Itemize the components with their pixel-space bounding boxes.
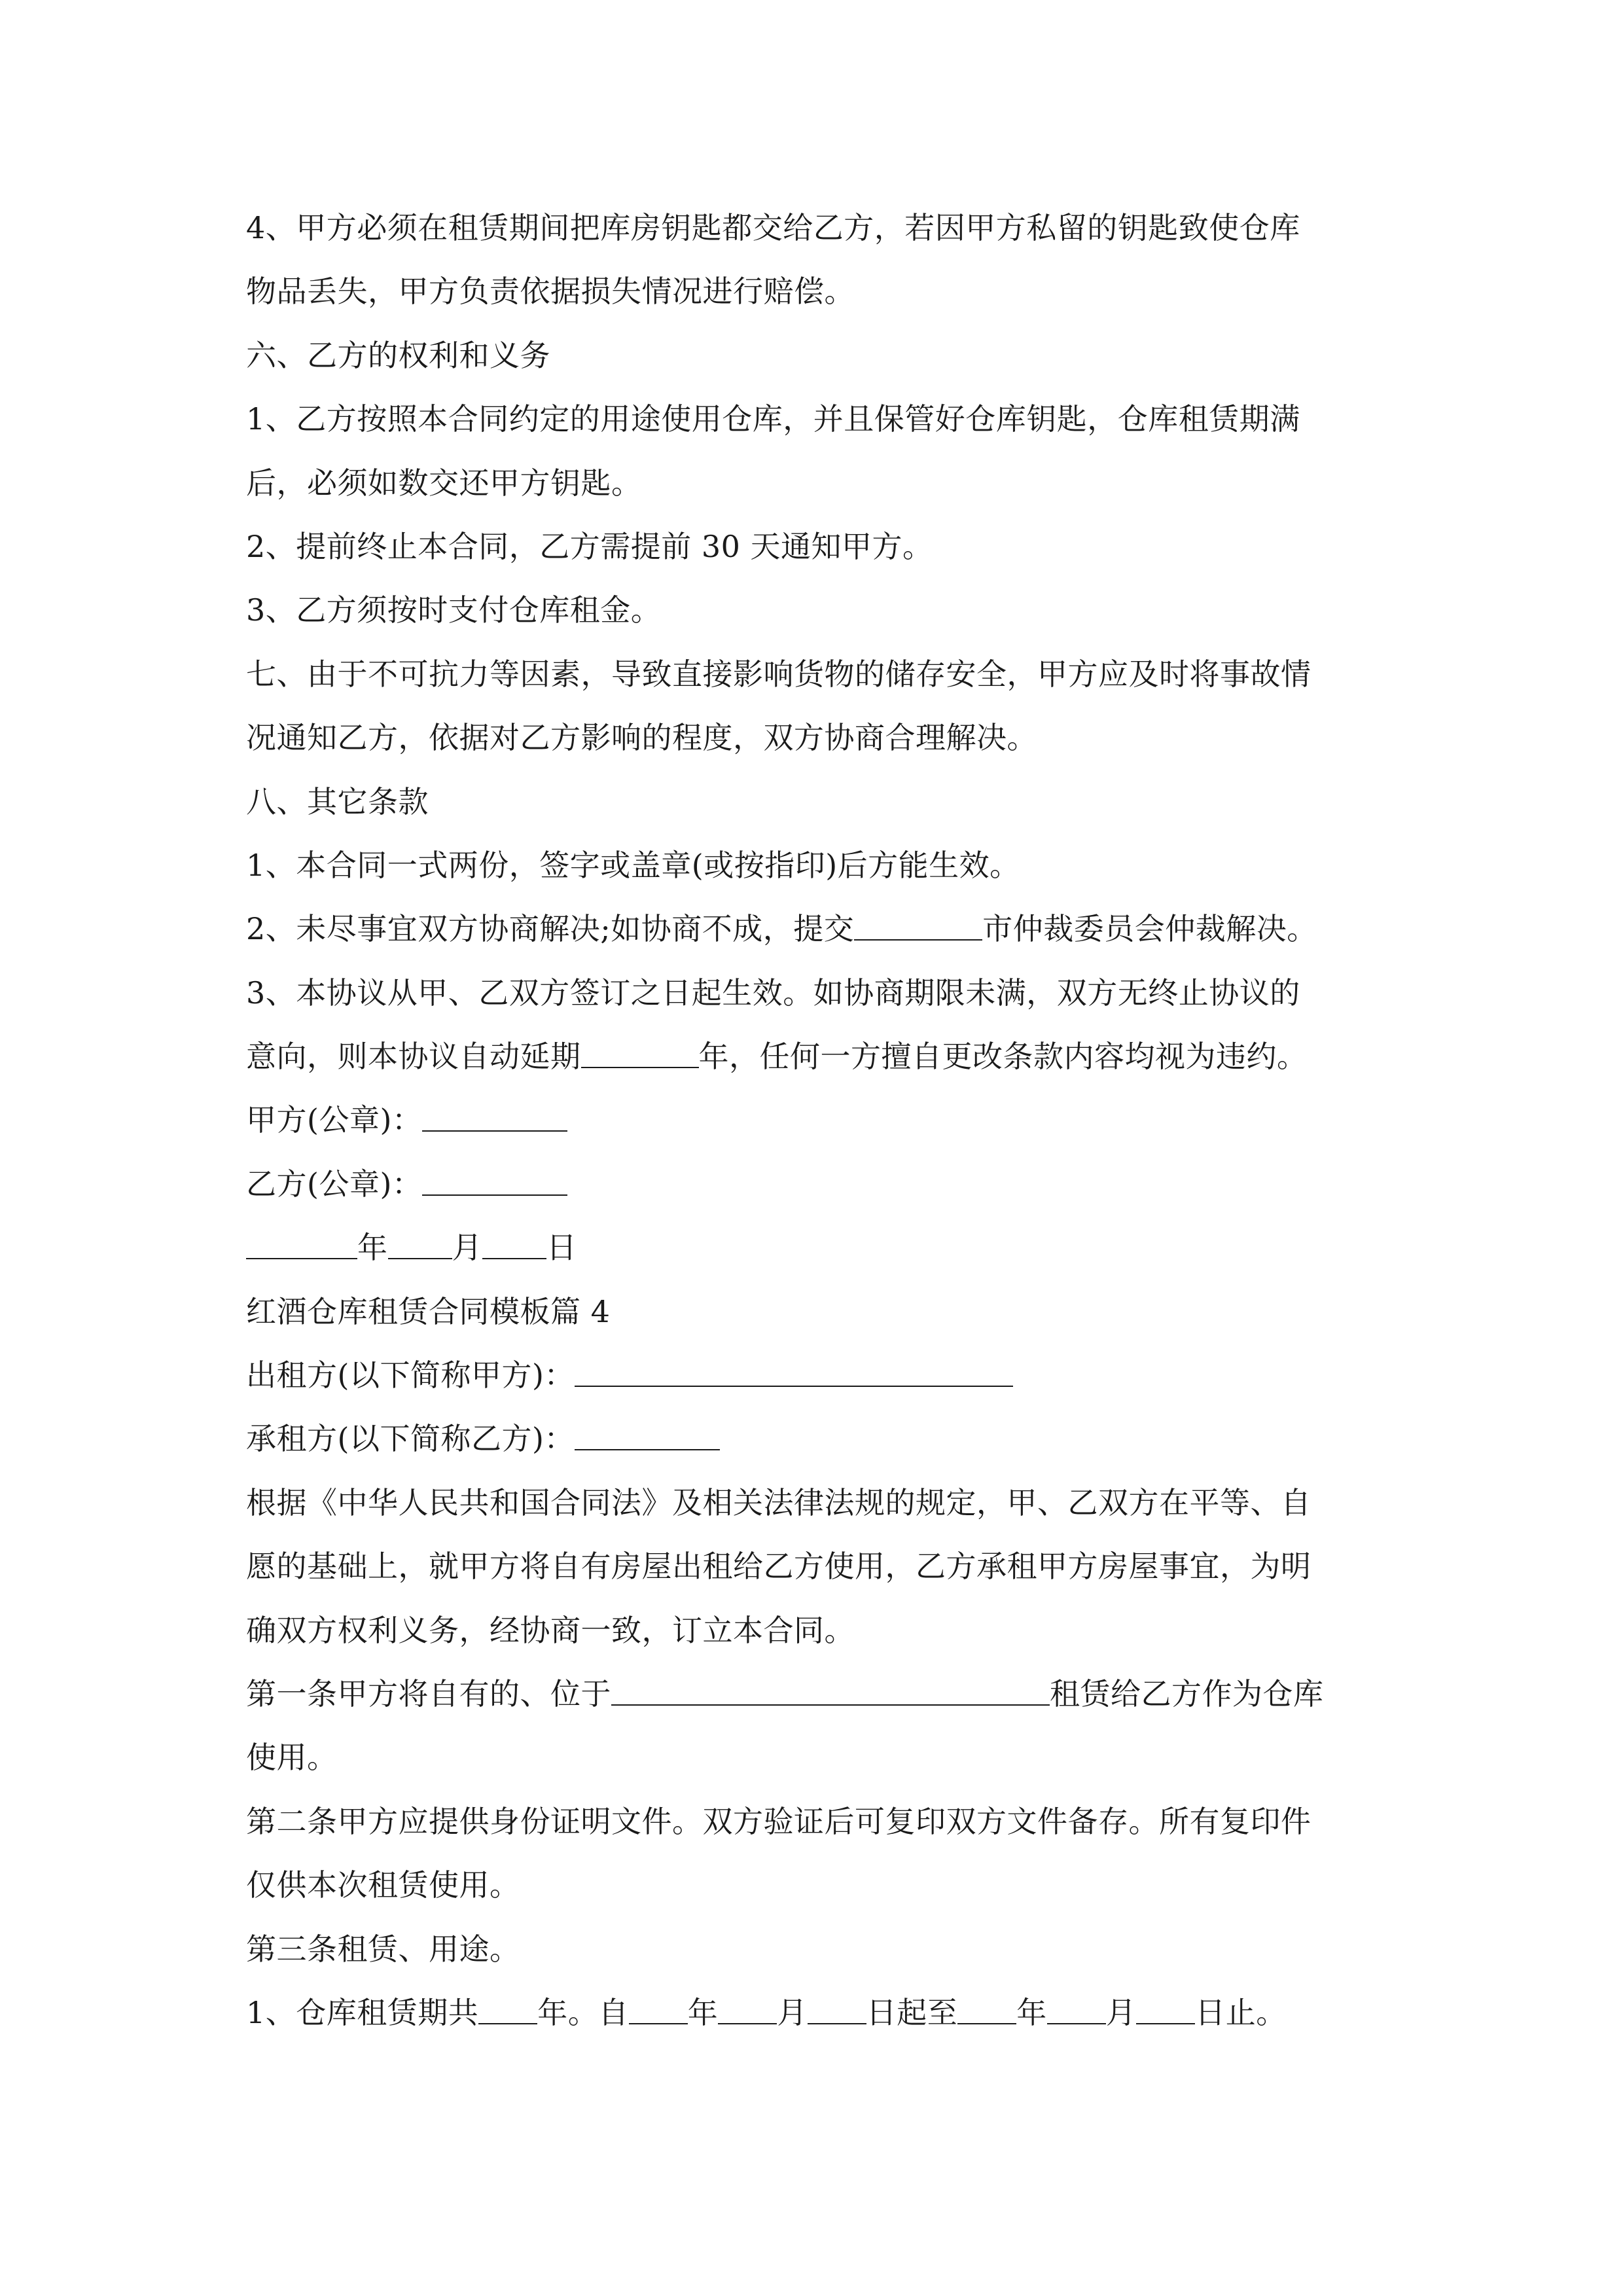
text-line	[246, 1854, 1411, 1917]
text-line	[246, 834, 1411, 897]
month-label: 月	[452, 1230, 482, 1266]
text-line	[246, 452, 1411, 515]
paragraph-text: 确双方权利义务，经协商一致，订立本合同。	[246, 1612, 855, 1648]
lease-term-line	[246, 1981, 1411, 2045]
paragraph-text: 七、由于不可抗力等因素，导致直接影响货物的储存安全，甲方应及时将事故情	[246, 656, 1311, 692]
lessee-line	[246, 1407, 1411, 1471]
paragraph-text: 第二条甲方应提供身份证明文件。双方验证后可复印双方文件备存。所有复印件	[246, 1803, 1311, 1839]
year-label: 年	[357, 1230, 388, 1266]
paragraph-text: 月	[1105, 1994, 1137, 2030]
heading-text: 八、其它条款	[246, 783, 429, 819]
paragraph-text: 仅供本次租赁使用。	[246, 1867, 520, 1903]
day-label: 日	[546, 1230, 577, 1266]
text-line	[246, 643, 1411, 706]
text-line	[246, 515, 1411, 579]
heading-text: 六、乙方的权利和义务	[246, 337, 550, 373]
paragraph-text: 2、未尽事宜双方协商解决;如协商不成，提交	[246, 911, 855, 947]
signature-line	[246, 1153, 1411, 1216]
paragraph-text: 日起至	[866, 1994, 958, 2030]
extension-years-blank	[581, 1066, 699, 1068]
end-day-blank	[1136, 2022, 1195, 2024]
start-year-blank	[629, 2022, 688, 2024]
day-blank	[482, 1257, 546, 1259]
paragraph-text: 1、本合同一式两份，签字或盖章(或按指印)后方能生效。	[246, 847, 1020, 883]
text-line	[246, 1790, 1411, 1854]
text-line	[246, 196, 1411, 260]
party-b-seal-label: 乙方(公章)：	[246, 1166, 423, 1202]
paragraph-text: 愿的基础上，就甲方将自有房屋出租给乙方使用，乙方承租甲方房屋事宜，为明	[246, 1549, 1311, 1585]
section-heading	[246, 770, 1411, 834]
text-line	[246, 1918, 1411, 1981]
lessor-blank	[575, 1385, 1013, 1387]
lessor-label: 出租方(以下简称甲方)：	[246, 1357, 575, 1393]
text-line	[246, 961, 1411, 1025]
paragraph-text: 年。自	[537, 1994, 629, 2030]
end-month-blank	[1047, 2022, 1106, 2024]
lessor-line	[246, 1344, 1411, 1407]
lessee-label: 承租方(以下简称乙方)：	[246, 1421, 575, 1457]
paragraph-text: 3、本协议从甲、乙双方签订之日起生效。如协商期限未满，双方无终止协议的	[246, 975, 1300, 1011]
title-text: 红酒仓库租赁合同模板篇 4	[246, 1293, 611, 1329]
paragraph-text: 4、甲方必须在租赁期间把库房钥匙都交给乙方，若因甲方私留的钥匙致使仓库	[246, 210, 1300, 245]
paragraph-text: 2、提前终止本合同，乙方需提前 30 天通知甲方。	[246, 528, 933, 564]
document-body	[246, 196, 1411, 2045]
party-b-seal-blank	[422, 1194, 567, 1196]
paragraph-text: 年，任何一方擅自更改条款内容均视为违约。	[698, 1039, 1308, 1075]
paragraph-text: 租赁给乙方作为仓库	[1050, 1676, 1324, 1712]
document-title	[246, 1280, 1411, 1344]
paragraph-text: 1、仓库租赁期共	[246, 1994, 479, 2030]
paragraph-text: 月	[777, 1994, 808, 2030]
end-year-blank	[957, 2022, 1016, 2024]
start-month-blank	[718, 2022, 777, 2024]
paragraph-text: 第一条甲方将自有的、位于	[246, 1676, 611, 1712]
term-years-blank	[478, 2022, 537, 2024]
text-line	[246, 1599, 1411, 1662]
paragraph-text: 况通知乙方，依据对乙方影响的程度，双方协商合理解决。	[246, 720, 1037, 756]
signature-line	[246, 1088, 1411, 1152]
paragraph-text: 年	[1016, 1994, 1047, 2030]
location-blank	[611, 1704, 1050, 1706]
paragraph-text: 1、乙方按照本合同约定的用途使用仓库，并且保管好仓库钥匙，仓库租赁期满	[246, 401, 1300, 437]
paragraph-text: 市仲裁委员会仲裁解决。	[982, 911, 1317, 947]
party-a-seal-blank	[422, 1130, 567, 1132]
year-blank	[246, 1257, 357, 1259]
start-day-blank	[808, 2022, 866, 2024]
text-line	[246, 579, 1411, 642]
text-line	[246, 1535, 1411, 1598]
text-line	[246, 1726, 1411, 1789]
lessee-blank	[575, 1448, 720, 1450]
text-line	[246, 897, 1411, 961]
party-a-seal-label: 甲方(公章)：	[246, 1102, 423, 1138]
paragraph-text: 后，必须如数交还甲方钥匙。	[246, 465, 642, 501]
month-blank	[388, 1257, 452, 1259]
paragraph-text: 日止。	[1195, 1994, 1287, 2030]
paragraph-text: 第三条租赁、用途。	[246, 1931, 520, 1967]
paragraph-text: 意向，则本协议自动延期	[246, 1039, 581, 1075]
paragraph-text: 3、乙方须按时支付仓库租金。	[246, 592, 662, 628]
text-line	[246, 706, 1411, 770]
text-line	[246, 387, 1411, 451]
paragraph-text: 根据《中华人民共和国合同法》及相关法律法规的规定，甲、乙双方在平等、自	[246, 1484, 1311, 1520]
text-line	[246, 1025, 1411, 1088]
text-line	[246, 1471, 1411, 1535]
text-line	[246, 260, 1411, 323]
text-line	[246, 1662, 1411, 1726]
paragraph-text: 年	[687, 1994, 719, 2030]
section-heading	[246, 324, 1411, 387]
paragraph-text: 物品丢失，甲方负责依据损失情况进行赔偿。	[246, 274, 855, 310]
date-line	[246, 1216, 1411, 1280]
city-blank	[854, 939, 982, 941]
paragraph-text: 使用。	[246, 1740, 338, 1776]
